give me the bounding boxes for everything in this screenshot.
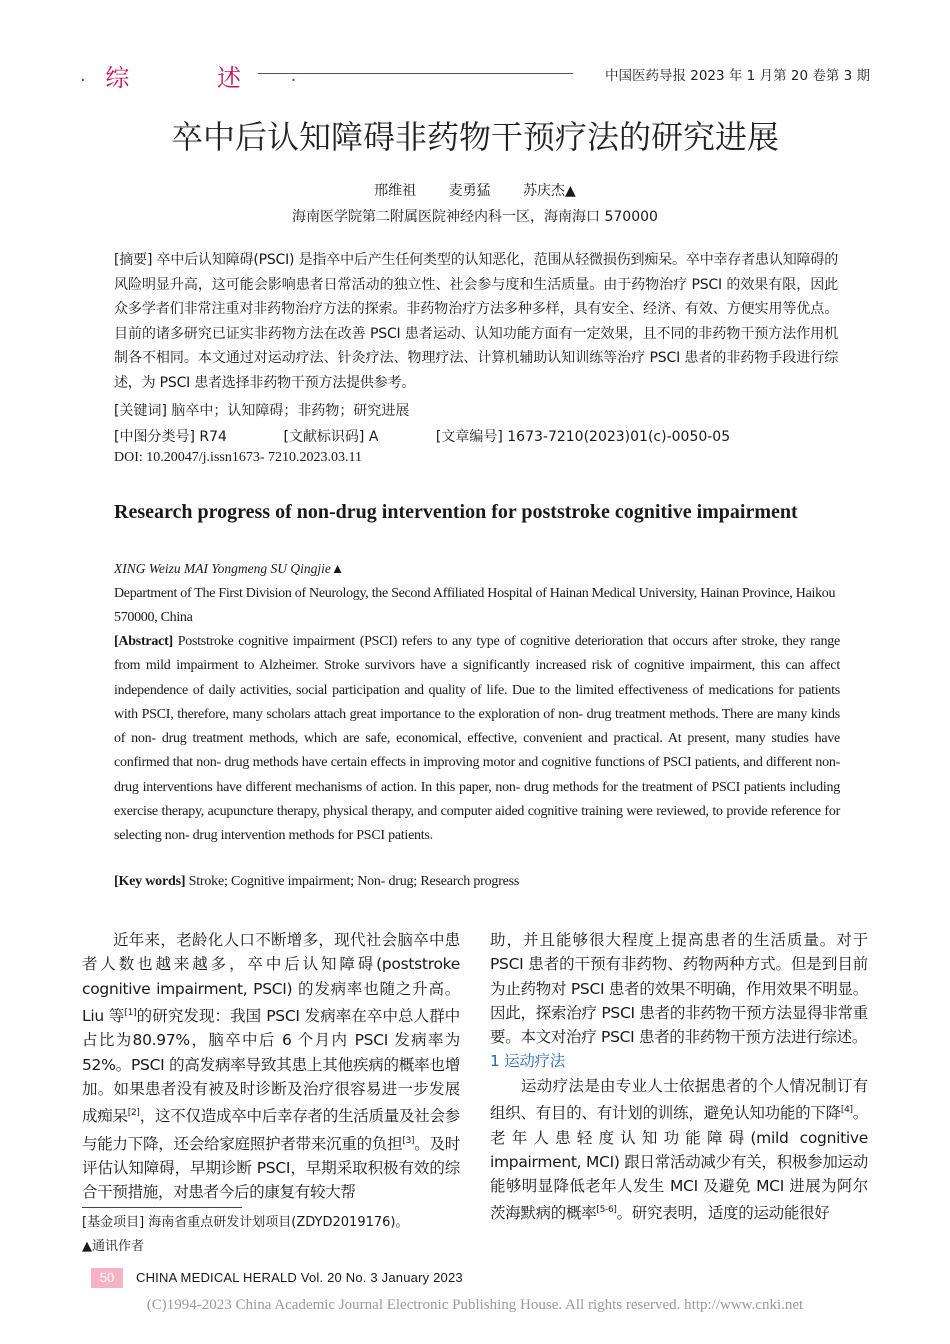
abstract-cn: [摘要] 卒中后认知障碍(PSCI) 是指卒中后产生任何类型的认知恶化，范围从轻微损伤到痴呆。卒中幸存者患认知障碍的风险明显升高，这可能会影响患者日常活动的独立性、社会参与度和生活质量。由于药物治疗 PSCI 的效果有限，因此众多学者们非常注重对非药物治疗方法的探索。非药物治疗方法多种多样，具有安全、经济、有效、方便实用等优点。目前的诸多研究已证实非药物方法在改善 PSCI 患者运动、认知功能方面有一定效果，且不同的非药物干预方法作用机制各不相同。本文通过对运动疗法、针灸疗法、物理疗法、计算机辅助认知训练等治疗 PSCI 患者的非药物手段进行综述，为 PSCI 患者选择非药物干预方法提供参考。 <box>114 252 838 391</box>
author-3: 苏庆杰▲ <box>523 183 576 199</box>
keywords-cn: [关键词] 脑卒中；认知障碍；非药物；研究进展 <box>114 403 410 419</box>
author-list <box>0 180 950 200</box>
article-number: [文章编号] 1673-7210(2023)01(c)-0050-05 <box>435 429 731 445</box>
section-label: 综 述 <box>105 64 282 92</box>
citation-5-6[interactable]: [5-6] <box>596 1205 617 1216</box>
author-1: 邢维祖 <box>374 183 417 199</box>
journal-info: 中国医药导报 2023 年 1 月第 20 卷第 3 期 <box>604 68 870 84</box>
citation-1[interactable]: [1] <box>124 1007 137 1018</box>
classification-row <box>114 426 838 446</box>
section-dot-right: · <box>290 70 299 91</box>
author-2: 麦勇猛 <box>448 183 491 199</box>
footnotes <box>82 1211 408 1259</box>
affiliation: 海南医学院第二附属医院神经内科一区，海南海口 570000 <box>292 209 658 225</box>
fund-note: [基金项目] 海南省重点研发计划项目(ZDYD2019176)。 <box>82 1215 409 1230</box>
article-title: 卒中后认知障碍非药物干预疗法的研究进展 <box>170 118 779 156</box>
english-affiliation: Department of The First Division of Neurology, the Second Affiliated Hospital of Hainan Medical University, Hainan Province, Haikou 570000, China <box>114 586 836 625</box>
document-code: [文献标识码] A <box>283 429 379 445</box>
english-abstract-label: [Abstract] <box>114 634 173 649</box>
citation-4[interactable]: [4] <box>840 1105 853 1116</box>
header-divider <box>258 73 573 74</box>
english-title: Research progress of non-drug intervention for poststroke cognitive impairment <box>114 501 798 523</box>
body-paragraph: 近年来，老龄化人口不断增多，现代社会脑卒中患者人数也越来越多，卒中后认知障碍(poststroke cognitive impairment, PSCI) 的发病率也随之升高。Liu 等[1]的研究发现：我国 PSCI 发病率在卒中总人群中占比为80.97%，脑卒中后 6 个月内 PSCI 发病率为 52%。PSCI 的高发病率导致其患上其他疾病的概率也增加。如果患者没有被及时诊断及治疗很容易进一步发展成痴呆[2]，这不仅造成卒中后幸存者的生活质量及社会参与能力下降，还会给家庭照护者带来沉重的负担[3]。及时评估认知障碍，早期诊断 PSCI，早期采取积极有效的综合干预措施，对患者今后的康复有较大帮 <box>82 931 461 1202</box>
english-abstract <box>114 630 840 849</box>
classification-code: [中图分类号] R74 <box>114 429 227 445</box>
page-number: 50 <box>91 1268 123 1288</box>
english-abstract-text: Poststroke cognitive impairment (PSCI) refers to any type of cognitive deterioration that occurs after stroke, they range from mild impairment to Alzheimer. Stroke survivors have a significantly increased risk of cognitive impairment, this can affect independence of daily activities, social participation and quality of life. Due to the limited effectiveness of medications for patients with PSCI, therefore, many scholars attach great importance to the exploration of non- drug treatment methods. There are many kinds of non- drug treatment methods, which are safe, economical, effective, convenient and practical. At present, many studies have confirmed that non- drug methods have certain effects in improving motor and cognitive functions of PSCI patients, and different non- drug interventions have different mechanisms of action. In this paper, non- drug methods for the treatment of PSCI patients including exercise therapy, acupuncture therapy, physical therapy, and computer aided cognitive training were reviewed, to provide reference for selecting non- drug intervention methods for PSCI patients. <box>114 634 840 844</box>
body-column-right <box>490 928 868 1226</box>
citation-2[interactable]: [2] <box>127 1108 140 1119</box>
running-footer: CHINA MEDICAL HERALD Vol. 20 No. 3 January 2023 <box>136 1270 463 1285</box>
citation-3[interactable]: [3] <box>402 1135 415 1146</box>
body-paragraph: 运动疗法是由专业人士依据患者的个人情况制订有组织、有目的、有计划的训练，避免认知功能的下降[4]。老年人患轻度认知功能障碍(mild cognitive impairment, MCI) 跟日常活动减少有关，积极参加运动能够明显降低老年人发生 MCI 及避免 MCI 进展为阿尔茨海默病的概率[5-6]。研究表明，适度的运动能很好 <box>490 1076 868 1223</box>
section-heading: 1 运动疗法 <box>490 1052 565 1071</box>
english-keywords-text: Stroke; Cognitive impairment; Non- drug; Research progress <box>188 874 520 889</box>
english-keywords <box>114 874 519 890</box>
corresponding-author-note: ▲通讯作者 <box>82 1239 144 1254</box>
english-authors: XING Weizu MAI Yongmeng SU Qingjie▲ <box>114 561 345 576</box>
section-tag <box>80 58 298 93</box>
doi: DOI: 10.20047/j.issn1673- 7210.2023.03.11 <box>114 450 362 465</box>
copyright-line: (C)1994-2023 China Academic Journal Electronic Publishing House. All rights reserved. http://www.cnki.net <box>146 1297 804 1313</box>
english-keywords-label: [Key words] <box>114 874 186 889</box>
footnote-divider <box>82 1207 242 1208</box>
body-column-left <box>82 928 460 1205</box>
body-paragraph: 助，并且能够很大程度上提高患者的生活质量。对于 PSCI 患者的干预有非药物、药物两种方式。但是到目前为止药物对 PSCI 患者的效果不明确，作用效果不明显。因此，探索治疗 PSCI 患者的非药物干预方法显得非常重要。本文对治疗 PSCI 患者的非药物干预方法进行综述。 <box>490 931 868 1047</box>
section-dot-left: · <box>80 70 88 91</box>
